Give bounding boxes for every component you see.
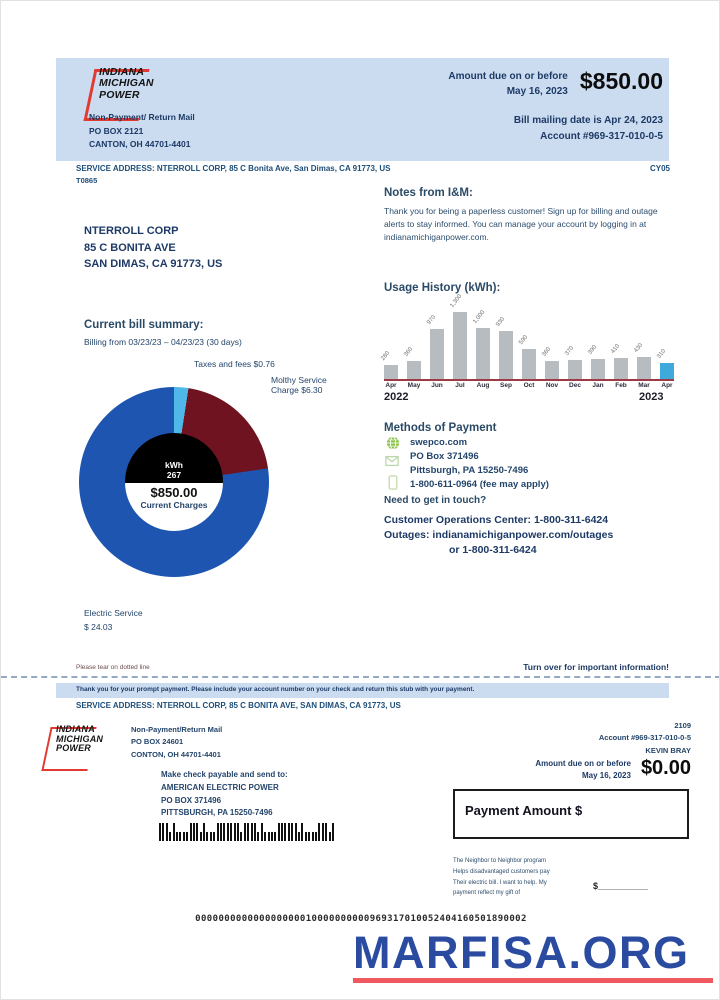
usage-bar-value: 390 xyxy=(587,344,599,357)
monthly-charge-label: Molthy Service Charge $6.30 xyxy=(271,375,327,395)
stub-service-address: SERVICE ADDRESS: NTERROLL CORP, 85 C BONITA AVE, SAN DIMAS, CA 91773, US xyxy=(76,701,401,710)
usage-bar-value: 970 xyxy=(426,314,438,327)
notes-title: Notes from I&M: xyxy=(384,187,473,199)
usage-month-label: Nov xyxy=(545,382,559,389)
customer-operations: Customer Operations Center: 1-800-311-6424 xyxy=(384,514,609,526)
amount-due-date: May 16, 2023 xyxy=(506,85,568,97)
envelope-icon xyxy=(385,454,399,468)
payment-phone: 1-800-611-0964 (fee may apply) xyxy=(410,479,549,490)
stub-number: 2109 xyxy=(674,721,691,730)
phone-icon xyxy=(388,475,398,490)
current-charges-caption: Current Charges xyxy=(140,499,208,510)
amount-due-block xyxy=(401,70,663,99)
usage-bar-value: 430 xyxy=(633,342,645,354)
customer-city: SAN DIMAS, CA 91773, US xyxy=(84,258,223,270)
payment-mail-line2: Pittsburgh, PA 15250-7496 xyxy=(410,465,529,476)
year-left: 2022 xyxy=(384,391,409,403)
usage-bar-value: 310 xyxy=(656,348,668,361)
usage-bar-value: 1,300 xyxy=(449,293,464,310)
stub-amount-due-label: Amount due on or before May 16, 2023 xyxy=(535,759,631,780)
usage-bar xyxy=(449,293,467,379)
stub-account: Account #969-317-010-0-5 xyxy=(598,733,691,743)
usage-bar xyxy=(610,297,628,379)
stub-logo-line-2: MICHIGAN xyxy=(56,733,104,744)
usage-bar xyxy=(541,297,559,379)
stub-logo-line-1: INDIANA xyxy=(56,724,95,734)
donut-center xyxy=(125,433,223,531)
notes-body: Thank you for being a paperless customer! Sign up for billing and outage alerts to stay informed. You can manage your account by logging in at indianamichiganpower.com. xyxy=(384,206,658,242)
need-touch: Need to get in touch? xyxy=(384,495,487,506)
usage-month-label: Oct xyxy=(523,382,535,389)
usage-history-chart xyxy=(380,293,674,381)
usage-bar-value: 280 xyxy=(380,350,392,362)
usage-bar-value: 930 xyxy=(495,316,507,329)
service-address-text: SERVICE ADDRESS: NTERROLL CORP, 85 C Bonita Ave, San Dimas, CA 91773, US xyxy=(76,164,391,173)
usage-bar-value: 590 xyxy=(518,334,530,346)
stub-logo-line-3: POWER xyxy=(56,743,92,754)
usage-month-label: May xyxy=(407,382,421,389)
logo-line-3: POWER xyxy=(99,88,140,101)
billing-period: Billing from 03/23/23 – 04/23/23 (30 days) xyxy=(84,337,242,347)
usage-month-label: Apr xyxy=(385,382,397,389)
barcode xyxy=(159,823,337,841)
year-right: 2023 xyxy=(639,391,664,403)
usage-bar xyxy=(403,297,421,379)
usage-bar-value: 410 xyxy=(610,343,622,355)
usage-month-label: Jul xyxy=(455,382,465,389)
electric-service-label: Electric Service xyxy=(84,608,143,618)
usage-bar-value: 360 xyxy=(403,345,415,358)
check-payable-block: Make check payable and send to: AMERICAN ELECTRIC POWER PO BOX 371496 PITTSBURGH, PA 15250-7496 xyxy=(161,770,288,818)
bill-summary-title: Current bill summary: xyxy=(84,319,204,331)
customer-address-block xyxy=(84,223,222,273)
payment-amount-box[interactable] xyxy=(453,789,689,839)
usage-bar xyxy=(587,297,605,379)
usage-month-label: Jun xyxy=(431,382,443,389)
return-mail-line: PO BOX 2121 xyxy=(89,125,144,136)
kwh-value: 267 xyxy=(166,469,182,480)
electric-service-value: $ 24.03 xyxy=(84,621,113,632)
usage-bar xyxy=(380,297,398,379)
account-number: Account #969-317-010-0-5 xyxy=(540,130,663,142)
usage-month-label: Mar xyxy=(638,382,650,389)
service-sub-code: T0865 xyxy=(76,176,98,185)
thanks-message: Thank you for your prompt payment. Please include your account number on your check and return this stub with your payment. xyxy=(76,686,475,693)
neighbor-program-text: The Neighbor to Neighbor program Helps disadvantaged customers pay Their electric bill. I want to help. My payment reflect my gift of xyxy=(453,858,550,897)
indiana-michigan-power-logo xyxy=(99,67,154,101)
usage-bar-value: 1,000 xyxy=(472,309,487,325)
usage-month-label: Apr xyxy=(661,382,673,389)
return-mail-line: CANTON, OH 44701-4401 xyxy=(89,139,191,150)
return-mail-line: Non-Payment/ Return Mail xyxy=(89,112,195,122)
usage-month-label: Dec xyxy=(569,382,581,389)
usage-bar xyxy=(656,297,674,379)
ocr-digits-line: 000000000000000000010000000000969317010052404160501890002 xyxy=(195,914,527,924)
logo-line-2: MICHIGAN xyxy=(99,77,154,90)
usage-month-label: Jan xyxy=(592,382,604,389)
payment-methods-title: Methods of Payment xyxy=(384,422,497,434)
turn-over-note: Turn over for important information! xyxy=(523,662,669,672)
stub-amount-due-block xyxy=(451,758,691,782)
usage-bar xyxy=(426,297,444,379)
donut-center-bottom xyxy=(125,483,223,532)
gift-amount-line[interactable]: $__________ xyxy=(593,881,649,891)
amount-due-value: $850.00 xyxy=(579,68,663,94)
usage-month-label: Feb xyxy=(615,382,627,389)
usage-bar xyxy=(472,297,490,379)
stub-meta-block xyxy=(451,720,691,757)
stub-amount-due-value: $0.00 xyxy=(640,757,691,779)
usage-month-label: Aug xyxy=(476,382,490,389)
service-code: CY05 xyxy=(649,164,670,173)
stub-logo xyxy=(56,725,103,754)
tear-dashed-line xyxy=(1,676,720,678)
logo-line-1: INDIANA xyxy=(99,66,145,78)
bill-donut-chart xyxy=(79,387,269,577)
outages-line2: or 1-800-311-6424 xyxy=(449,544,537,556)
sender-return-mail xyxy=(89,111,195,152)
usage-month-axis xyxy=(384,382,674,389)
usage-history-title: Usage History (kWh): xyxy=(384,282,501,294)
customer-name: NTERROLL CORP xyxy=(84,225,179,237)
customer-street: 85 C BONITA AVE xyxy=(84,241,176,254)
usage-bar-value: 370 xyxy=(564,345,576,358)
payment-amount-label: Payment Amount $ xyxy=(465,803,583,818)
stub-amount-due-date: May 16, 2023 xyxy=(582,771,631,780)
electric-service-legend xyxy=(84,607,143,634)
taxes-label: Taxes and fees $0.76 xyxy=(194,359,275,369)
marfisa-wordmark: MARFISA.ORG xyxy=(353,927,690,978)
amount-due-label: Amount due on or before May 16, 2023 xyxy=(448,70,567,99)
mailing-account-block xyxy=(401,113,663,144)
payment-web: swepco.com xyxy=(410,437,468,448)
brand-underline xyxy=(353,978,713,983)
usage-bar xyxy=(495,297,513,379)
usage-month-label: Sep xyxy=(500,382,512,389)
current-charges-amount: $850.00 xyxy=(150,484,198,500)
usage-bar xyxy=(518,297,536,379)
stub-customer-name: KEVIN BRAY xyxy=(645,745,691,755)
usage-bar xyxy=(564,297,582,379)
bill-mailing-date: Bill mailing date is Apr 24, 2023 xyxy=(513,115,663,126)
service-address-row xyxy=(76,164,670,173)
payment-mail-line1: PO Box 371496 xyxy=(410,451,479,462)
usage-bar xyxy=(633,297,651,379)
donut-center-top xyxy=(125,433,223,483)
tear-note: Please tear on dotted line xyxy=(76,664,150,671)
stub-return-mail: Non-Payment/Return Mail PO BOX 24601 CONTON, OH 44701-4401 xyxy=(131,725,223,759)
kwh-unit: kWh xyxy=(165,459,183,470)
globe-icon xyxy=(386,436,400,450)
usage-bar-value: 360 xyxy=(541,345,553,358)
outages-line1: Outages: indianamichiganpower.com/outages xyxy=(384,529,614,541)
